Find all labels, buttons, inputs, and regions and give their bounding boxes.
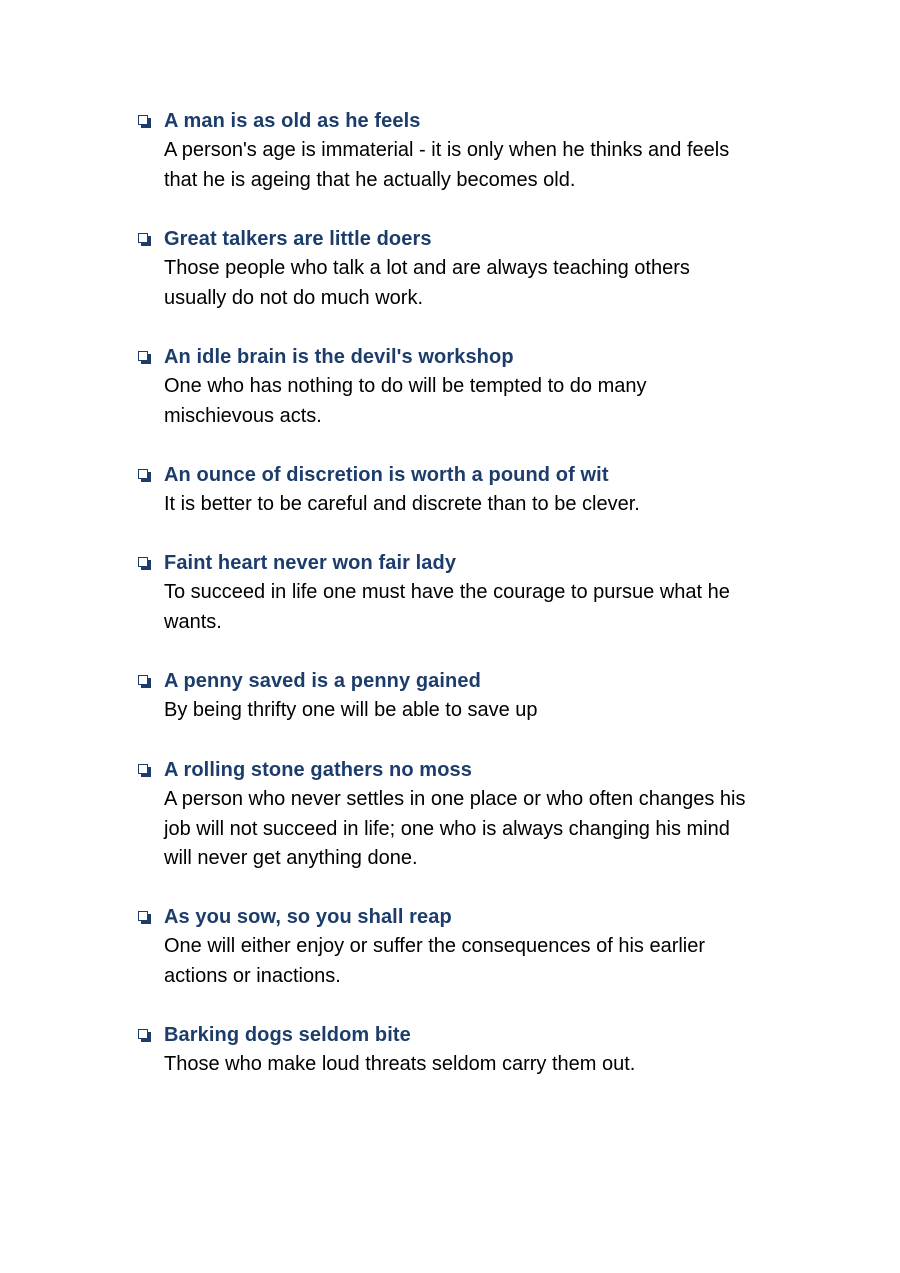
proverb-entry xyxy=(137,756,797,874)
meaning-line: One who has nothing to do will be tempted to do many xyxy=(164,375,647,397)
proverb-heading-row xyxy=(137,1021,797,1050)
proverb-heading-row xyxy=(137,549,797,578)
proverb-entry xyxy=(137,107,797,195)
proverb-entry xyxy=(137,549,797,637)
proverb-entry xyxy=(137,343,797,431)
meaning-line: By being thrifty one will be able to save up xyxy=(164,699,538,721)
meaning-line: Those people who talk a lot and are always teaching others xyxy=(164,257,690,279)
meaning-line: It is better to be careful and discrete than to be clever. xyxy=(164,493,640,515)
shadowed-square-bullet-icon xyxy=(138,764,150,776)
meaning-line: To succeed in life one must have the courage to pursue what he xyxy=(164,581,730,603)
proverb-meaning xyxy=(164,578,794,637)
shadowed-square-bullet-icon xyxy=(138,115,150,127)
shadowed-square-bullet-icon xyxy=(138,469,150,481)
proverb-heading-row xyxy=(137,667,797,696)
proverb-title: Barking dogs seldom bite xyxy=(164,1024,411,1046)
meaning-line: A person who never settles in one place or who often changes his xyxy=(164,788,746,810)
proverb-meaning xyxy=(164,490,794,520)
shadowed-square-bullet-icon xyxy=(138,557,150,569)
proverb-title: A man is as old as he feels xyxy=(164,110,421,132)
proverb-heading-row xyxy=(137,343,797,372)
proverb-heading-row xyxy=(137,225,797,254)
proverb-title: A rolling stone gathers no moss xyxy=(164,759,472,781)
proverb-meaning xyxy=(164,372,794,431)
proverb-meaning xyxy=(164,932,794,991)
meaning-line: mischievous acts. xyxy=(164,404,322,427)
proverb-title: As you sow, so you shall reap xyxy=(164,906,452,928)
proverb-meaning xyxy=(164,696,794,726)
proverb-meaning xyxy=(164,785,794,874)
meaning-line: actions or inactions. xyxy=(164,964,341,987)
proverb-entry xyxy=(137,667,797,726)
proverb-title: An ounce of discretion is worth a pound of wit xyxy=(164,464,609,486)
proverb-heading-row xyxy=(137,756,797,785)
proverb-heading-row xyxy=(137,107,797,136)
proverb-meaning xyxy=(164,1050,794,1080)
meaning-line: A person's age is immaterial - it is only when he thinks and feels xyxy=(164,139,730,161)
meaning-line: wants. xyxy=(164,610,222,633)
proverb-entry xyxy=(137,1021,797,1080)
shadowed-square-bullet-icon xyxy=(138,675,150,687)
proverb-meaning xyxy=(164,254,794,313)
shadowed-square-bullet-icon xyxy=(138,233,150,245)
proverb-entry xyxy=(137,903,797,991)
proverb-heading-row xyxy=(137,903,797,932)
proverb-title: A penny saved is a penny gained xyxy=(164,670,481,692)
meaning-line: that he is ageing that he actually becomes old. xyxy=(164,168,576,191)
shadowed-square-bullet-icon xyxy=(138,351,150,363)
proverb-title: Great talkers are little doers xyxy=(164,228,432,250)
meaning-line: usually do not do much work. xyxy=(164,286,424,309)
meaning-line: job will not succeed in life; one who is always changing his mind xyxy=(164,817,730,840)
proverb-meaning xyxy=(164,136,794,195)
proverb-title: Faint heart never won fair lady xyxy=(164,552,457,574)
proverb-title: An idle brain is the devil's workshop xyxy=(164,346,514,368)
proverb-heading-row xyxy=(137,461,797,490)
proverb-entry xyxy=(137,225,797,313)
proverb-entry xyxy=(137,461,797,520)
shadowed-square-bullet-icon xyxy=(138,1029,150,1041)
meaning-line: will never get anything done. xyxy=(164,847,418,869)
meaning-line: One will either enjoy or suffer the consequences of his earlier xyxy=(164,935,706,957)
meaning-line: Those who make loud threats seldom carry them out. xyxy=(164,1053,636,1075)
shadowed-square-bullet-icon xyxy=(138,911,150,923)
